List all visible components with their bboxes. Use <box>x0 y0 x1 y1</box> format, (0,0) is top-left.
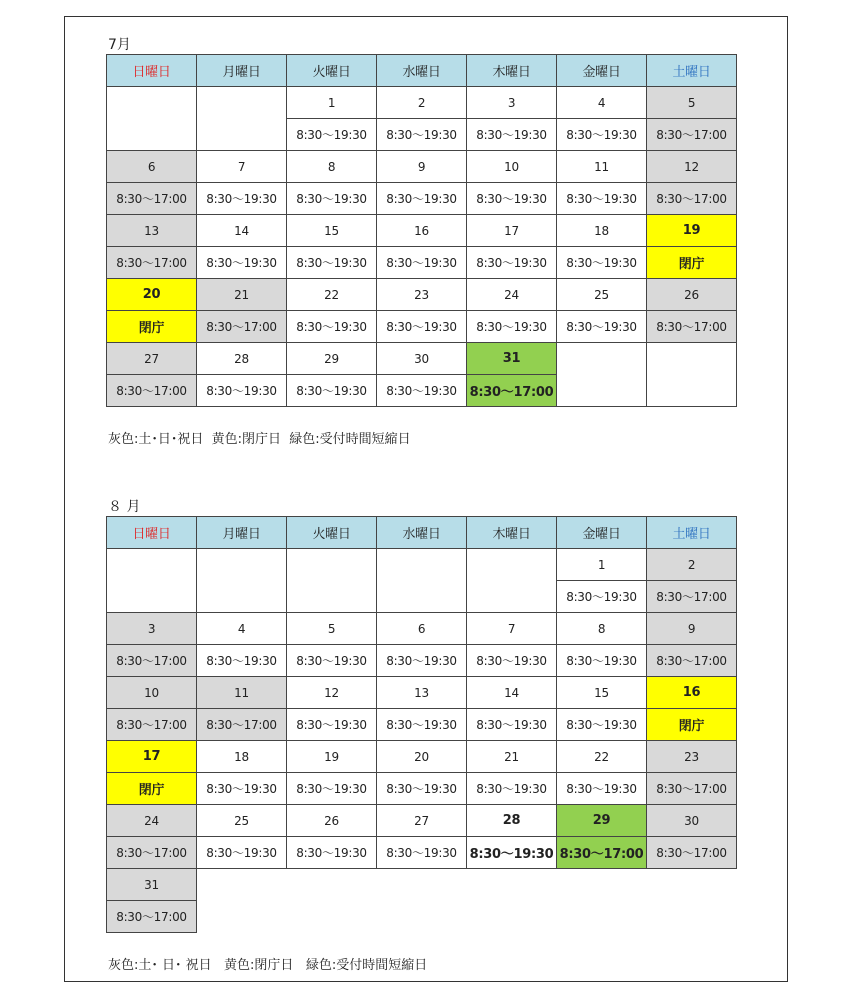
july-weekday-header-row <box>107 55 737 87</box>
empty-day-cell <box>557 375 647 407</box>
day-number-cell: 27 <box>107 343 197 375</box>
empty-day-cell <box>377 581 467 613</box>
hours-cell: 8:30〜19:30 <box>377 183 467 215</box>
hours-cell: 8:30〜19:30 <box>377 311 467 343</box>
hours-cell: 8:30〜19:30 <box>467 311 557 343</box>
hours-cell: 8:30〜19:30 <box>467 645 557 677</box>
empty-space <box>197 901 287 933</box>
hours-cell: 8:30〜19:30 <box>287 773 377 805</box>
day-number-cell: 29 <box>557 805 647 837</box>
hours-cell: 8:30〜19:30 <box>557 709 647 741</box>
hours-cell: 8:30〜19:30 <box>287 837 377 869</box>
hours-cell: 8:30〜17:00 <box>197 311 287 343</box>
hours-cell: 8:30〜19:30 <box>377 709 467 741</box>
july-month-label: 7月 <box>108 37 131 53</box>
empty-day-cell <box>557 343 647 375</box>
hours-cell: 8:30〜19:30 <box>287 183 377 215</box>
closed-status-cell: 閉庁 <box>647 247 737 279</box>
hours-cell: 8:30〜19:30 <box>287 311 377 343</box>
week-day-row <box>107 613 737 645</box>
day-number-cell: 19 <box>287 741 377 773</box>
hours-cell: 8:30〜19:30 <box>557 119 647 151</box>
empty-day-cell <box>377 549 467 581</box>
hours-cell: 8:30〜17:00 <box>107 901 197 933</box>
day-number-cell: 20 <box>377 741 467 773</box>
empty-space <box>557 869 647 901</box>
day-number-cell: 6 <box>377 613 467 645</box>
day-number-cell: 5 <box>647 87 737 119</box>
week-hours-row <box>107 837 737 869</box>
hours-cell: 8:30〜19:30 <box>377 375 467 407</box>
hours-cell: 8:30〜17:00 <box>107 709 197 741</box>
day-number-cell: 28 <box>467 805 557 837</box>
hours-cell: 8:30〜19:30 <box>377 247 467 279</box>
hours-cell: 8:30〜17:00 <box>647 183 737 215</box>
week-hours-row <box>107 901 737 933</box>
hours-cell: 8:30〜17:00 <box>107 183 197 215</box>
empty-day-cell <box>467 549 557 581</box>
day-number-cell: 18 <box>197 741 287 773</box>
day-number-cell: 1 <box>557 549 647 581</box>
weekday-header-fri: 金曜日 <box>557 55 647 87</box>
july-calendar-table <box>106 54 737 407</box>
day-number-cell: 8 <box>287 151 377 183</box>
hours-cell: 8:30〜17:00 <box>647 837 737 869</box>
empty-day-cell <box>647 375 737 407</box>
weekday-header-mon: 月曜日 <box>197 517 287 549</box>
hours-cell: 8:30〜19:30 <box>197 837 287 869</box>
day-number-cell: 3 <box>467 87 557 119</box>
day-number-cell: 20 <box>107 279 197 311</box>
day-number-cell: 24 <box>107 805 197 837</box>
weekday-header-mon: 月曜日 <box>197 55 287 87</box>
day-number-cell: 12 <box>647 151 737 183</box>
july-legend: 灰色:土･日･祝日 黄色:閉庁日 緑色:受付時間短縮日 <box>108 432 411 447</box>
day-number-cell: 12 <box>287 677 377 709</box>
hours-cell: 8:30〜17:00 <box>647 311 737 343</box>
hours-cell: 8:30〜19:30 <box>377 645 467 677</box>
day-number-cell: 14 <box>467 677 557 709</box>
day-number-cell: 31 <box>467 343 557 375</box>
august-legend: 灰色:土･ 日･ 祝日 黄色:閉庁日 緑色:受付時間短縮日 <box>108 958 428 973</box>
weekday-header-thu: 木曜日 <box>467 517 557 549</box>
day-number-cell: 23 <box>377 279 467 311</box>
day-number-cell: 6 <box>107 151 197 183</box>
weekday-header-sat: 土曜日 <box>647 517 737 549</box>
day-number-cell: 21 <box>467 741 557 773</box>
week-hours-row <box>107 311 737 343</box>
week-hours-row <box>107 773 737 805</box>
weekday-header-wed: 水曜日 <box>377 55 467 87</box>
hours-cell: 8:30〜19:30 <box>557 581 647 613</box>
hours-cell: 8:30〜17:00 <box>107 247 197 279</box>
closed-status-cell: 閉庁 <box>647 709 737 741</box>
hours-cell: 8:30〜17:00 <box>647 645 737 677</box>
empty-space <box>467 901 557 933</box>
weekday-header-sun: 日曜日 <box>107 517 197 549</box>
hours-cell: 8:30〜19:30 <box>197 375 287 407</box>
day-number-cell: 22 <box>287 279 377 311</box>
day-number-cell: 30 <box>647 805 737 837</box>
day-number-cell: 7 <box>197 151 287 183</box>
day-number-cell: 25 <box>197 805 287 837</box>
week-day-row <box>107 279 737 311</box>
day-number-cell: 23 <box>647 741 737 773</box>
weekday-header-sat: 土曜日 <box>647 55 737 87</box>
day-number-cell: 14 <box>197 215 287 247</box>
hours-cell: 8:30〜19:30 <box>467 183 557 215</box>
august-weekday-header-row <box>107 517 737 549</box>
hours-cell: 8:30〜17:00 <box>197 709 287 741</box>
day-number-cell: 10 <box>107 677 197 709</box>
hours-cell: 8:30〜17:00 <box>107 645 197 677</box>
empty-space <box>647 869 737 901</box>
hours-cell: 8:30〜19:30 <box>467 247 557 279</box>
week-day-row <box>107 87 737 119</box>
empty-day-cell <box>287 581 377 613</box>
week-hours-row <box>107 581 737 613</box>
day-number-cell: 15 <box>557 677 647 709</box>
hours-cell: 8:30〜19:30 <box>467 837 557 869</box>
week-day-row <box>107 741 737 773</box>
hours-cell: 8:30〜19:30 <box>197 183 287 215</box>
hours-cell: 8:30〜17:00 <box>647 581 737 613</box>
closed-status-cell: 閉庁 <box>107 773 197 805</box>
hours-cell: 8:30〜19:30 <box>467 709 557 741</box>
hours-cell: 8:30〜19:30 <box>287 247 377 279</box>
day-number-cell: 18 <box>557 215 647 247</box>
hours-cell: 8:30〜19:30 <box>197 773 287 805</box>
hours-cell: 8:30〜19:30 <box>197 247 287 279</box>
hours-cell: 8:30〜19:30 <box>377 837 467 869</box>
day-number-cell: 17 <box>467 215 557 247</box>
day-number-cell: 9 <box>377 151 467 183</box>
day-number-cell: 26 <box>647 279 737 311</box>
weekday-header-tue: 火曜日 <box>287 55 377 87</box>
week-hours-row <box>107 119 737 151</box>
day-number-cell: 2 <box>647 549 737 581</box>
day-number-cell: 13 <box>377 677 467 709</box>
day-number-cell: 4 <box>557 87 647 119</box>
hours-cell: 8:30〜17:00 <box>467 375 557 407</box>
hours-cell: 8:30〜19:30 <box>287 645 377 677</box>
hours-cell: 8:30〜17:00 <box>647 119 737 151</box>
closed-status-cell: 閉庁 <box>107 311 197 343</box>
hours-cell: 8:30〜19:30 <box>287 709 377 741</box>
weekday-header-fri: 金曜日 <box>557 517 647 549</box>
empty-space <box>197 869 287 901</box>
hours-cell: 8:30〜19:30 <box>557 247 647 279</box>
day-number-cell: 30 <box>377 343 467 375</box>
day-number-cell: 2 <box>377 87 467 119</box>
day-number-cell: 4 <box>197 613 287 645</box>
empty-space <box>287 869 377 901</box>
empty-space <box>377 869 467 901</box>
hours-cell: 8:30〜19:30 <box>287 375 377 407</box>
day-number-cell: 16 <box>377 215 467 247</box>
day-number-cell: 21 <box>197 279 287 311</box>
week-day-row <box>107 151 737 183</box>
empty-space <box>377 901 467 933</box>
day-number-cell: 10 <box>467 151 557 183</box>
empty-space <box>557 901 647 933</box>
hours-cell: 8:30〜19:30 <box>557 645 647 677</box>
august-month-label: ８ 月 <box>108 499 141 515</box>
week-hours-row <box>107 375 737 407</box>
empty-day-cell <box>197 549 287 581</box>
day-number-cell: 13 <box>107 215 197 247</box>
week-hours-row <box>107 183 737 215</box>
day-number-cell: 25 <box>557 279 647 311</box>
august-calendar-table <box>106 516 737 933</box>
empty-day-cell <box>107 119 197 151</box>
weekday-header-tue: 火曜日 <box>287 517 377 549</box>
empty-space <box>647 901 737 933</box>
empty-day-cell <box>197 119 287 151</box>
hours-cell: 8:30〜19:30 <box>467 773 557 805</box>
day-number-cell: 26 <box>287 805 377 837</box>
day-number-cell: 29 <box>287 343 377 375</box>
hours-cell: 8:30〜19:30 <box>467 119 557 151</box>
day-number-cell: 16 <box>647 677 737 709</box>
day-number-cell: 15 <box>287 215 377 247</box>
day-number-cell: 8 <box>557 613 647 645</box>
week-hours-row <box>107 645 737 677</box>
day-number-cell: 17 <box>107 741 197 773</box>
week-day-row <box>107 549 737 581</box>
empty-day-cell <box>197 581 287 613</box>
empty-day-cell <box>287 549 377 581</box>
week-hours-row <box>107 709 737 741</box>
hours-cell: 8:30〜19:30 <box>557 773 647 805</box>
empty-day-cell <box>467 581 557 613</box>
week-day-row <box>107 805 737 837</box>
week-day-row <box>107 677 737 709</box>
empty-day-cell <box>107 87 197 119</box>
hours-cell: 8:30〜17:00 <box>107 375 197 407</box>
day-number-cell: 22 <box>557 741 647 773</box>
day-number-cell: 3 <box>107 613 197 645</box>
day-number-cell: 27 <box>377 805 467 837</box>
day-number-cell: 1 <box>287 87 377 119</box>
week-day-row <box>107 343 737 375</box>
empty-day-cell <box>197 87 287 119</box>
empty-day-cell <box>107 549 197 581</box>
empty-space <box>467 869 557 901</box>
day-number-cell: 19 <box>647 215 737 247</box>
day-number-cell: 24 <box>467 279 557 311</box>
week-day-row <box>107 869 737 901</box>
day-number-cell: 11 <box>557 151 647 183</box>
weekday-header-thu: 木曜日 <box>467 55 557 87</box>
weekday-header-wed: 水曜日 <box>377 517 467 549</box>
week-hours-row <box>107 247 737 279</box>
day-number-cell: 11 <box>197 677 287 709</box>
day-number-cell: 7 <box>467 613 557 645</box>
weekday-header-sun: 日曜日 <box>107 55 197 87</box>
hours-cell: 8:30〜19:30 <box>557 311 647 343</box>
empty-day-cell <box>107 581 197 613</box>
hours-cell: 8:30〜19:30 <box>377 119 467 151</box>
day-number-cell: 9 <box>647 613 737 645</box>
hours-cell: 8:30〜19:30 <box>557 183 647 215</box>
week-day-row <box>107 215 737 247</box>
hours-cell: 8:30〜19:30 <box>377 773 467 805</box>
empty-space <box>287 901 377 933</box>
day-number-cell: 5 <box>287 613 377 645</box>
hours-cell: 8:30〜17:00 <box>107 837 197 869</box>
hours-cell: 8:30〜17:00 <box>557 837 647 869</box>
hours-cell: 8:30〜19:30 <box>287 119 377 151</box>
hours-cell: 8:30〜17:00 <box>647 773 737 805</box>
day-number-cell: 31 <box>107 869 197 901</box>
day-number-cell: 28 <box>197 343 287 375</box>
empty-day-cell <box>647 343 737 375</box>
hours-cell: 8:30〜19:30 <box>197 645 287 677</box>
